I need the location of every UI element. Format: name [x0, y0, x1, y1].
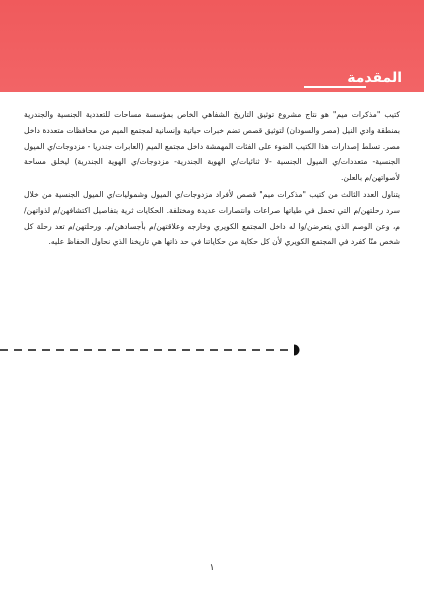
half-circle-marker — [294, 345, 300, 356]
body-text — [24, 107, 400, 250]
dashed-divider — [0, 343, 424, 357]
section-title: المقدمة — [347, 70, 402, 86]
page-number: ١ — [209, 563, 215, 573]
title-underline — [304, 86, 366, 88]
paragraph-third-issue: يتناول العدد الثالث من كتيب "مذكرات ميم" قصص لأفراد مزدوجات/ي الميول وشموليات/ي الميول الجنسية من خلال سرد رحلتهن/م التي تحمل في طياتها صراعات وانتصارات عديدة ومختلفة. الحكايات ثرية بتفاصيل اكتشافهن/م لذواتهن/م، وعن الوصم الذي يتعرضن/وا له داخل المجتمع الكويري وخارجه وعلاقتهن/م بأجسادهن/م. ورحلتهن/م تعد رحلة كل شخص منّا كفرد في المجتمع الكويري لأن كل حكاية من حكاياتنا في حد ذاتها هي تاريخنا الذي نحاول الحفاظ عليه. — [24, 189, 400, 247]
paragraph-intro: كتيب "مذكرات ميم" هو نتاج مشروع توثيق التاريخ الشفاهي الخاص بمؤسسة مساحات للتعددية الجنسية والجندرية بمنطقة وادي النيل (مصر والسودان) لتوثيق قصص تضم خبرات حياتية وإنسانية لمجتمع الميم من محافظات متعددة داخل مصر. تسلط إصدارات هذا الكتيب الضوء على الفئات المهمشة داخل مجتمع الميم (العابرات جندريا - مزدوجات/ي الميول الجنسية- متعددات/ي الميول الجنسية -لا ثنائيات/ي الهوية الجندرية- مزدوجات/ي الهوية الجندرية) ليخلق مساحة لأصواتهن/م بالعلن. — [24, 110, 400, 183]
